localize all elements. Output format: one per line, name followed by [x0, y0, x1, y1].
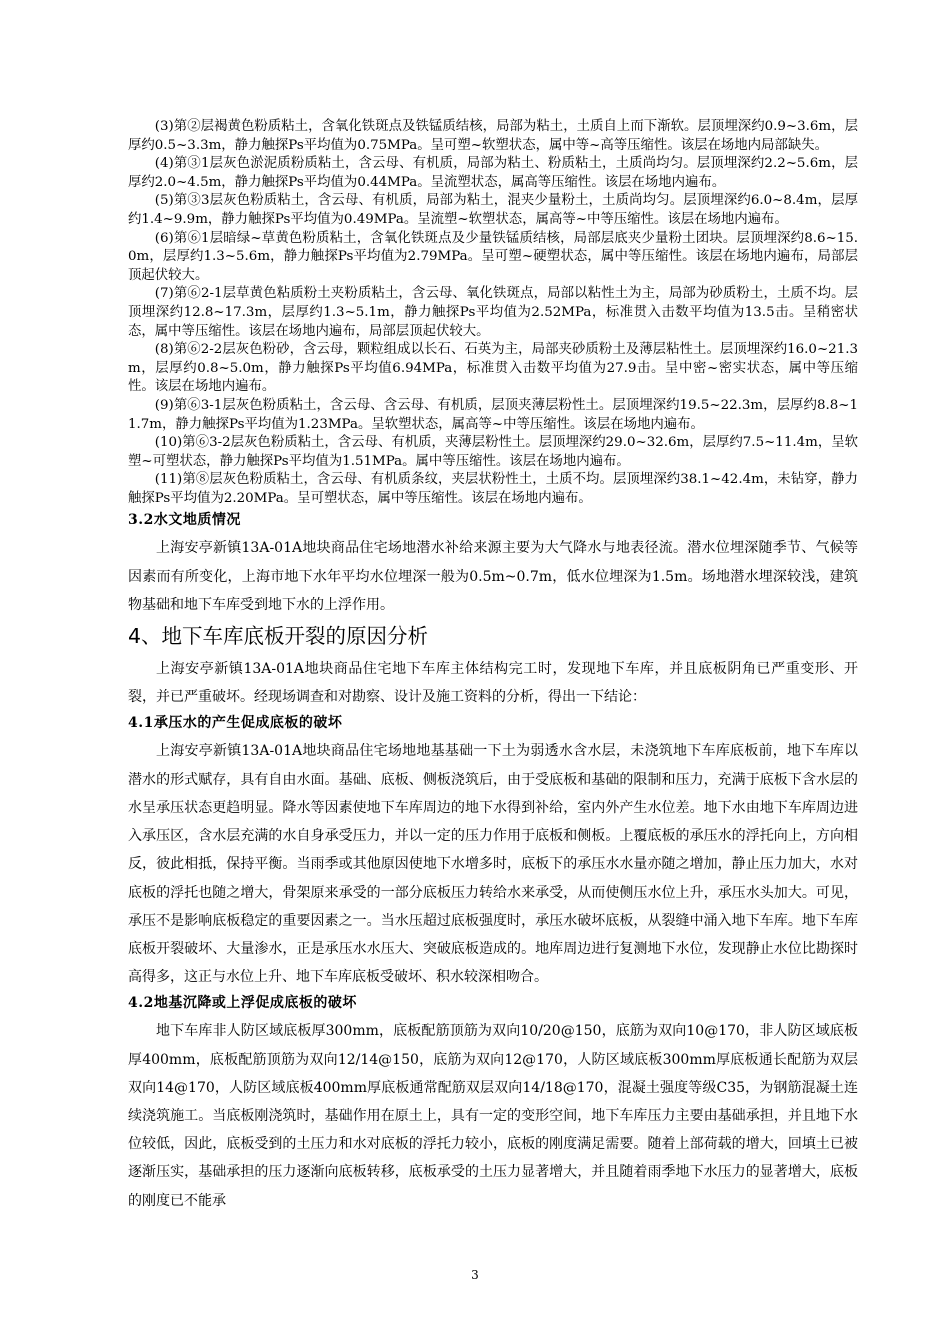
section-3-2-paragraph: 上海安亭新镇13A-01A地块商品住宅场地潜水补给来源主要为大气降水与地表径流。潜水位埋深随季节、气候等因素而有所变化，上海市地下水年平均水位埋深一般为0.5m~0.7m，低水位埋深为1.5m。场地潜水埋深较浅，建筑物基础和地下车库受到地下水的上浮作用。	[128, 540, 858, 613]
section-4-2-paragraph: 地下车库非人防区域底板厚300mm，底板配筋顶筋为双向10/20@150，底筋为双向10@170，非人防区域底板厚400mm，底板配筋顶筋为双向12/14@150，底筋为双向12@170，人防区域底板300mm厚底板通长配筋为双层双向14@170，人防区域底板400mm厚底板通常配筋双层双向14/18@170，混凝土强度等级C35，为钢筋混凝土连续浇筑施工。当底板刚浇筑时，基础作用在原土上，具有一定的变形空间，地下车库压力主要由基础承担，并且地下水位较低，因此，底板受到的土压力和水对底板的浮托力较小，底板的刚度满足需要。随着上部荷载的增大，回填土已被逐渐压实，基础承担的压力逐渐向底板转移，底板承受的土压力显著增大，并且随着雨季地下水压力的显著增大，底板的刚度已不能承	[128, 1023, 858, 1209]
section-4-1-heading: 4.1承压水的产生促成底板的破坏	[128, 715, 343, 732]
page-number: 3	[471, 1268, 479, 1282]
section-3-2-heading: 3.2水文地质情况	[128, 512, 241, 529]
section-4-heading: 4、地下车库底板开裂的原因分析	[128, 624, 429, 649]
layer-paragraph-4: (4)第③1层灰色淤泥质粉质粘土，含云母、有机质，局部为粘土、粉质粘土，土质尚均匀。层顶埋深约2.2~5.6m，层厚约2.0~4.5m，静力触探Ps平均值为0.44MPa。呈流塑状态，属高等压缩性。该层在场地内遍布。	[128, 156, 858, 190]
section-4-2-heading: 4.2地基沉降或上浮促成底板的破坏	[128, 995, 357, 1012]
section-4-paragraph: 上海安亭新镇13A-01A地块商品住宅地下车库主体结构完工时，发现地下车库，并且底板阴角已严重变形、开裂，并已严重破坏。经现场调查和对勘察、设计及施工资料的分析，得出一下结论：	[128, 661, 858, 706]
layer-paragraph-3: (3)第②层褐黄色粉质粘土，含氧化铁斑点及铁锰质结核，局部为粘土，土质自上而下渐软。层顶埋深约0.9~3.6m，层厚约0.5~3.3m，静力触探Ps平均值为0.75MPa。呈可塑~软塑状态，属中等~高等压缩性。该层在场地内局部缺失。	[128, 119, 858, 153]
page-content	[128, 118, 858, 1215]
layer-paragraph-8: (8)第⑥2-2层灰色粉砂，含云母，颗粒组成以长石、石英为主，局部夹砂质粉土及薄层粘性土。层顶埋深约16.0~21.3m，层厚约0.8~5.0m，静力触探Ps平均值6.94MPa，标准贯入击数平均值为27.9击。呈中密~密实状态，属中等压缩性。该层在场地内遍布。	[128, 342, 858, 395]
layer-paragraph-5: (5)第③3层灰色粉质粘土，含云母、有机质，局部为粘土，混夹少量粉土，土质尚均匀。层顶埋深约6.0~8.4m，层厚约1.4~9.9m，静力触探Ps平均值为0.49MPa。呈流塑~软塑状态，属高等~中等压缩性。该层在场地内遍布。	[128, 193, 858, 227]
layer-paragraph-9: (9)第⑥3-1层灰色粉质粘土，含云母、含云母、有机质，层顶夹薄层粉性土。层顶埋深约19.5~22.3m，层厚约8.8~11.7m，静力触探Ps平均值为1.23MPa。呈软塑状态，属高等~中等压缩性。该层在场地内遍布。	[128, 397, 858, 432]
layer-paragraph-10: (10)第⑥3-2层灰色粉质粘土，含云母、有机质，夹薄层粉性土。层顶埋深约29.0~32.6m，层厚约7.5~11.4m，呈软塑~可塑状态，静力触探Ps平均值为1.51MPa。属中等压缩性。该层在场地内遍布。	[128, 435, 858, 469]
section-4-1-paragraph: 上海安亭新镇13A-01A地块商品住宅场地地基基础一下土为弱透水含水层，未浇筑地下车库底板前，地下车库以潜水的形式赋存，具有自由水面。基础、底板、侧板浇筑后，由于受底板和基础的限制和压力，充满于底板下含水层的水呈承压状态更趋明显。降水等因素使地下车库周边的地下水得到补给，室内外产生水位差。地下水由地下车库周边进入承压区，含水层充满的水自身承受压力，并以一定的压力作用于底板和侧板。上覆底板的承压水的浮托向上，方向相反，彼此相抵，保持平衡。当雨季或其他原因使地下水增多时，底板下的承压水水量亦随之增加，静止压力加大，水对底板的浮托也随之增大，骨架原来承受的一部分底板压力转给水来承受，从而使侧压水位上升，承压水头加大。可见，承压不是影响底板稳定的重要因素之一。当水压超过底板强度时，承压水破坏底板，从裂缝中涌入地下车库。地下车库底板开裂破坏、大量渗水，正是承压水水压大、突破底板造成的。地库周边进行复测地下水位，发现静止水位比勘探时高得多，这正与水位上升、地下车库底板受破坏、积水较深相吻合。	[128, 743, 858, 986]
layer-paragraph-7: (7)第⑥2-1层草黄色粘质粉土夹粉质粘土，含云母、氧化铁斑点，局部以粘性土为主，局部为砂质粉土，土质不均。层顶埋深约12.8~17.3m，层厚约1.3~5.1m，静力触探Ps平均值为2.52MPa，标准贯入击数平均值为13.5击。呈稍密状态，属中等压缩性。该层在场地内遍布，局部层顶起伏较大。	[128, 286, 858, 339]
layer-paragraph-11: (11)第⑧层灰色粉质粘土，含云母、有机质条纹，夹层状粉性土，土质不均。层顶埋深约38.1~42.4m，未钻穿，静力触探Ps平均值为2.20MPa。呈可塑状态，属中等压缩性。该层在场地内遍布。	[128, 472, 858, 506]
layer-paragraph-6: (6)第⑥1层暗绿~草黄色粉质粘土，含氧化铁斑点及少量铁锰质结核，局部层底夹少量粉土团块。层顶埋深约8.6~15.0m，层厚约1.3~5.6m，静力触探Ps平均值为2.79MPa。呈可塑~硬塑状态，属中等压缩性。该层在场地内遍布，局部层顶起伏较大。	[128, 230, 858, 283]
